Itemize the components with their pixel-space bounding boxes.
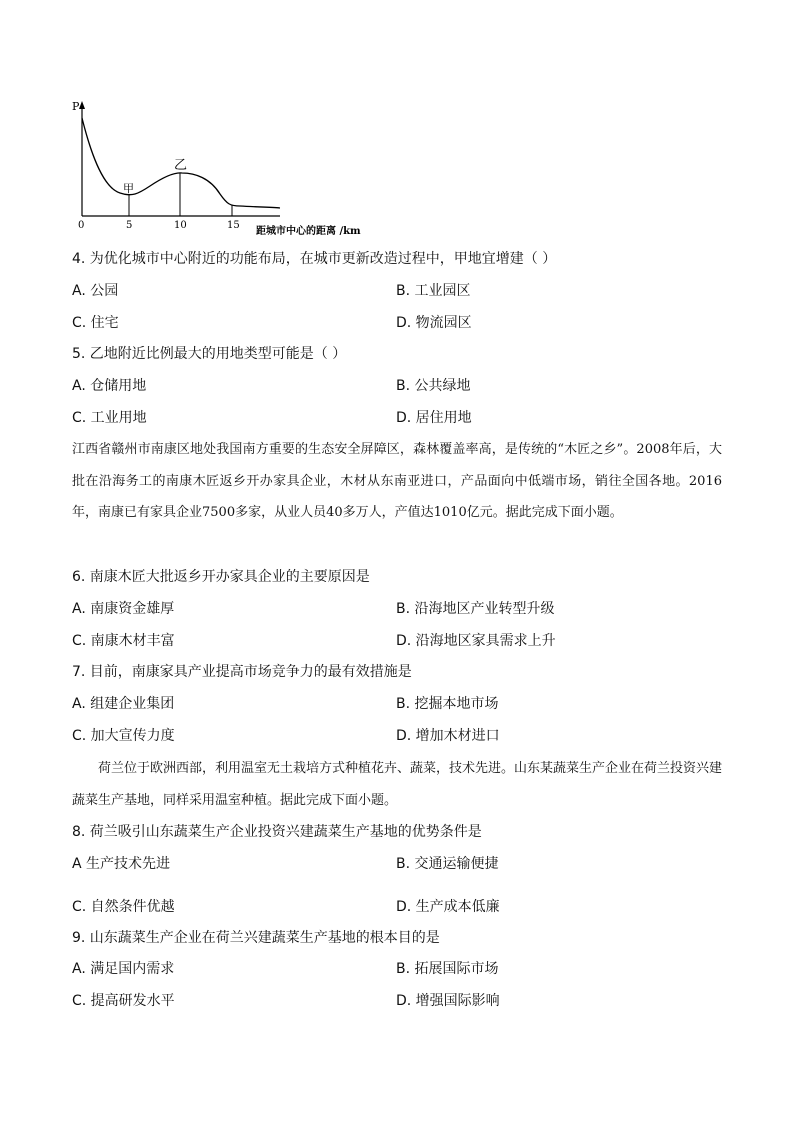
q7-option-b[interactable]: B. 挖掘本地市场 <box>396 696 499 712</box>
q6-stem: 6. 南康木匠大批返乡开办家具企业的主要原因是 <box>72 569 370 585</box>
q6-option-a[interactable]: A. 南康资金雄厚 <box>72 601 175 617</box>
q9-stem: 9. 山东蔬菜生产企业在荷兰兴建蔬菜生产基地的根本目的是 <box>72 930 440 946</box>
q6-option-b[interactable]: B. 沿海地区产业转型升级 <box>396 601 555 617</box>
q9-option-a[interactable]: A. 满足国内需求 <box>72 961 175 977</box>
q5-option-d[interactable]: D. 居住用地 <box>396 410 472 426</box>
q7-stem: 7. 目前，南康家具产业提高市场竞争力的最有效措施是 <box>72 664 412 680</box>
x-axis-label: 距城市中心的距离 /km <box>256 226 361 237</box>
y-axis-label: P <box>72 100 80 113</box>
q5-option-a[interactable]: A. 仓储用地 <box>72 378 147 394</box>
q5-stem: 5. 乙地附近比例最大的用地类型可能是（ ） <box>72 346 347 362</box>
tick-15: 15 <box>227 220 240 231</box>
q7-option-d[interactable]: D. 增加木材进口 <box>396 728 500 744</box>
q5-option-c[interactable]: C. 工业用地 <box>72 410 147 426</box>
q8-option-d[interactable]: D. 生产成本低廉 <box>396 899 500 915</box>
label-yi: 乙 <box>174 158 188 173</box>
q8-stem: 8. 荷兰吸引山东蔬菜生产企业投资兴建蔬菜生产基地的优势条件是 <box>72 824 482 840</box>
q9-option-d[interactable]: D. 增强国际影响 <box>396 993 500 1009</box>
passage-netherlands: 荷兰位于欧洲西部，利用温室无土栽培方式种植花卉、蔬菜，技术先进。山东某蔬菜生产企业在荷兰投资兴建蔬菜生产基地，同样采用温室种植。据此完成下面小题。 <box>72 761 723 808</box>
tick-5: 5 <box>126 220 133 231</box>
q9-option-c[interactable]: C. 提高研发水平 <box>72 993 175 1009</box>
tick-10: 10 <box>174 220 187 231</box>
q7-option-c[interactable]: C. 加大宣传力度 <box>72 728 175 744</box>
q6-option-d[interactable]: D. 沿海地区家具需求上升 <box>396 633 556 649</box>
label-jia: 甲 <box>123 182 134 195</box>
q8-option-c[interactable]: C. 自然条件优越 <box>72 899 175 915</box>
q9-option-b[interactable]: B. 拓展国际市场 <box>396 961 499 977</box>
q4-option-d[interactable]: D. 物流园区 <box>396 315 472 331</box>
q7-option-a[interactable]: A. 组建企业集团 <box>72 696 175 712</box>
q4-option-b[interactable]: B. 工业园区 <box>396 283 471 299</box>
q8-option-b[interactable]: B. 交通运输便捷 <box>396 856 499 872</box>
q4-option-a[interactable]: A. 公园 <box>72 283 119 299</box>
q4-stem: 4. 为优化城市中心附近的功能布局，在城市更新改造过程中，甲地宜增建（ ） <box>72 251 557 267</box>
density-graph <box>70 98 390 238</box>
tick-0: 0 <box>78 220 85 231</box>
passage-nankang: 江西省赣州市南康区地处我国南方重要的生态安全屏障区，森林覆盖率高，是传统的“木匠之乡”。2008年后，大批在沿海务工的南康木匠返乡开办家具企业，木材从东南亚进口，产品面向中低端市场，销往全国各地。2016年，南康已有家具企业7500多家，从业人员40多万人，产值达1010亿元。据此完成下面小题。 <box>72 442 722 520</box>
y-axis-arrow <box>79 101 85 109</box>
q8-option-a[interactable]: A 生产技术先进 <box>72 856 171 872</box>
q5-option-b[interactable]: B. 公共绿地 <box>396 378 471 394</box>
q6-option-c[interactable]: C. 南康木材丰富 <box>72 633 175 649</box>
q4-option-c[interactable]: C. 住宅 <box>72 315 119 331</box>
